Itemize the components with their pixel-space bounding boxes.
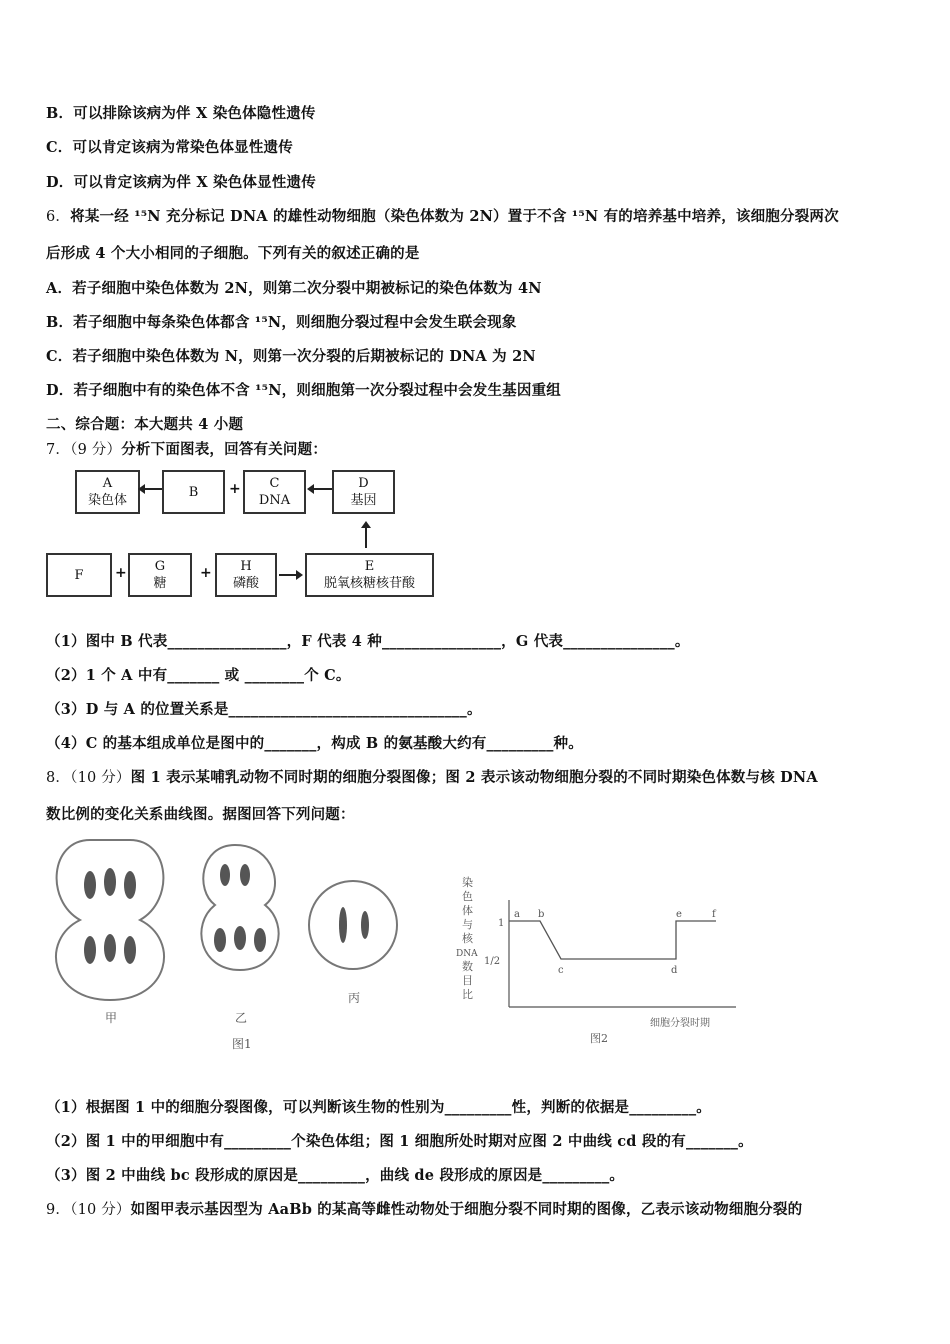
q6-stem-line1 [46,205,839,226]
box-h-letter: H [240,559,252,574]
cell-yi [201,845,278,970]
arrow-b-to-a [143,488,163,490]
q6-option-a: A．若子细胞中染色体数为 2N，则第二次分裂中期被标记的染色体数为 4N [46,280,542,297]
box-e-letter: E [364,559,375,574]
cell-bing [309,881,397,969]
q8-stem-line1 [46,766,818,787]
q7-sub2: （2）1 个 A 中有_______ 或 ________个 C。 [46,667,351,684]
q6-option-b: B．若子细胞中每条染色体都含 ¹⁵N，则细胞分裂过程中会发生联会现象 [46,314,517,331]
point-b: b [538,909,545,920]
q9-stem-text: 如图甲表示基因型为 AaBb 的某高等雌性动物处于细胞分裂不同时期的图像，乙表示该动物细胞分裂的 [130,1201,803,1218]
plus-sign: + [229,481,241,497]
box-e-text: 脱氧核糖核苷酸 [323,576,415,591]
box-a-text: 染色体 [87,493,127,508]
q5-option-c: C．可以肯定该病为常染色体显性遗传 [46,139,293,156]
box-f [46,553,112,597]
box-c-text: DNA [258,493,291,508]
box-a [75,470,140,514]
ylabel-char: 核 [462,932,473,945]
q9-stem-line1 [46,1198,802,1219]
q7-sub3: （3）D 与 A 的位置关系是________________________________。 [46,701,482,718]
ylabel-char: 体 [462,904,473,917]
arrow-h-to-e [279,574,297,576]
q7-stem-text: 分析下面图表，回答有关问题： [121,441,328,458]
q5-option-d: D．可以肯定该病为伴 X 染色体显性遗传 [46,174,316,191]
box-d-letter: D [358,476,369,491]
plus-sign: + [200,565,212,581]
figure2-ratio-curve [440,860,760,1050]
box-g [128,553,192,597]
ylabel-char: 数 [462,960,473,973]
q8-sub1: （1）根据图 1 中的细胞分裂图像，可以判断该生物的性别为_________性，判断的依据是_________。 [46,1099,711,1116]
q6-number: 6． [46,209,71,225]
point-d: d [671,965,678,976]
arrowhead-icon [361,521,371,528]
ylabel-char: DNA [456,949,478,959]
ylabel-char: 染 [462,876,473,889]
q8-stem-line2: 数比例的变化关系曲线图。据图回答下列问题： [46,806,355,823]
box-e [305,553,434,597]
q8-number: 8．（10 分） [46,770,131,786]
figure2-ylabel [456,875,478,1001]
cell-label-yi: 乙 [235,1011,248,1025]
box-d [332,470,395,514]
ylabel-char: 与 [462,918,473,931]
q7-stem [46,438,327,459]
arrowhead-icon [307,484,314,494]
point-a: a [514,909,520,920]
box-b-letter: B [188,484,199,500]
cell-jia [56,840,164,1000]
section-heading: 二、综合题：本大题共 4 小题 [46,416,244,433]
box-d-text: 基因 [350,493,377,508]
ylabel-char: 目 [462,974,473,987]
q8-stem-text: 图 1 表示某哺乳动物不同时期的细胞分裂图像；图 2 表示该动物细胞分裂的不同时期染色体数与核 DNA [130,769,818,786]
cell-label-jia: 甲 [105,1011,118,1025]
plus-sign: + [115,565,127,581]
point-f: f [712,909,716,920]
arrow-d-to-c [312,488,332,490]
point-e: e [676,909,682,920]
box-h-text: 磷酸 [232,576,259,591]
q9-number: 9．（10 分） [46,1202,131,1218]
ylabel-char: 比 [462,988,473,1001]
box-c-letter: C [269,476,280,491]
q6-option-c: C．若子细胞中染色体数为 N，则第一次分裂的后期被标记的 DNA 为 2N [46,348,536,365]
q5-option-b: B．可以排除该病为伴 X 染色体隐性遗传 [46,105,316,122]
q8-sub2: （2）图 1 中的甲细胞中有_________个染色体组；图 1 细胞所处时期对应图 2 中曲线 cd 段的有_______。 [46,1133,753,1150]
figure2-caption: 图2 [590,1032,608,1045]
box-b [162,470,225,514]
box-a-letter: A [102,476,113,491]
q6-option-d: D．若子细胞中有的染色体不含 ¹⁵N，则细胞第一次分裂过程中会发生基因重组 [46,382,561,399]
box-g-text: 糖 [153,576,167,591]
point-c: c [558,965,564,976]
box-h [215,553,277,597]
arrow-e-to-d [365,528,367,548]
figure2-xlabel: 细胞分裂时期 [650,1018,710,1029]
q7-sub4: （4）C 的基本组成单位是图中的_______，构成 B 的氨基酸大约有_________种。 [46,735,583,752]
q7-number: 7．（9 分） [46,442,122,458]
q7-sub1: （1）图中 B 代表________________，F 代表 4 种________________，G 代表_______________。 [46,633,690,650]
figure1-caption: 图1 [232,1037,252,1051]
box-g-letter: G [154,559,166,574]
ylabel-char: 色 [462,890,473,903]
box-f-letter: F [74,567,84,583]
arrowhead-icon [296,570,303,580]
q6-stem-text: 将某一经 ¹⁵N 充分标记 DNA 的雄性动物细胞（染色体数为 2N）置于不含 ¹⁵N 有的培养基中培养，该细胞分裂两次 [70,208,839,225]
arrowhead-icon [138,484,145,494]
y-tick-1: 1 [498,918,505,929]
q8-sub3: （3）图 2 中曲线 bc 段形成的原因是_________，曲线 de 段形成的原因是_________。 [46,1167,625,1184]
box-c [243,470,306,514]
figure1-cell-images [40,830,440,1060]
q6-stem-line2: 后形成 4 个大小相同的子细胞。下列有关的叙述正确的是 [46,245,420,262]
ratio-curve [509,921,716,959]
y-tick-half: 1/2 [484,956,501,967]
cell-label-bing: 丙 [348,991,361,1005]
